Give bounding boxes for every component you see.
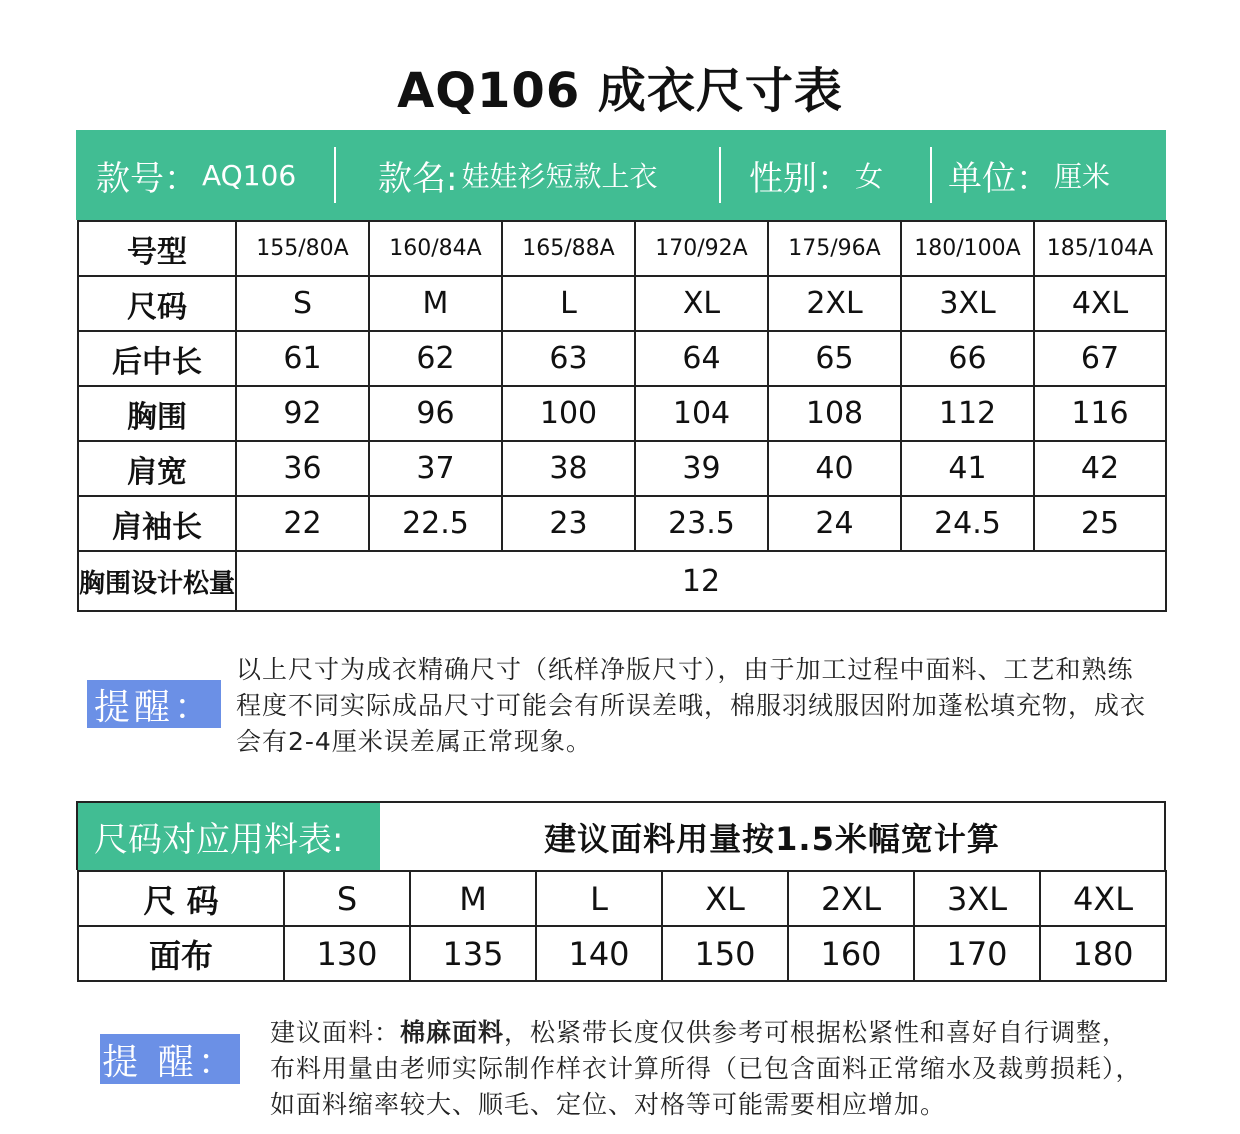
style-name-value: 娃娃衫短款上衣 <box>461 160 658 193</box>
table-cell: M <box>369 276 502 331</box>
style-name-cell <box>336 147 719 203</box>
table-cell: 39 <box>635 441 768 496</box>
table-row <box>78 441 1166 496</box>
style-no-label: 款号： <box>96 158 198 199</box>
spec-cell: 175/96A <box>768 221 901 276</box>
fabric-header <box>76 801 1166 870</box>
table-row <box>78 221 1166 276</box>
reminder-text: 以上尺寸为成衣精确尺寸（纸样净版尺寸），由于加工过程中面料、工艺和熟练程度不同实际成品尺寸可能会有所误差哦，棉服羽绒服因附加蓬松填充物，成衣会有2-4厘米误差属正常现象。 <box>236 655 1147 756</box>
table-cell: 62 <box>369 331 502 386</box>
table-cell: 130 <box>284 926 410 981</box>
table-cell: 66 <box>901 331 1034 386</box>
table-cell: M <box>410 871 536 926</box>
gender-label: 性别： <box>749 158 851 199</box>
table-cell: 160 <box>788 926 914 981</box>
table-cell: 65 <box>768 331 901 386</box>
ease-value-cell: 12 <box>236 551 1166 611</box>
table-cell: 4XL <box>1040 871 1166 926</box>
spec-cell: 185/104A <box>1034 221 1166 276</box>
spec-cell: 155/80A <box>236 221 369 276</box>
table-cell: 24.5 <box>901 496 1034 551</box>
unit-cell <box>932 147 1110 203</box>
table-cell: 63 <box>502 331 635 386</box>
table-cell: 25 <box>1034 496 1166 551</box>
table-cell: 22 <box>236 496 369 551</box>
style-name-label: 款名: <box>378 158 458 199</box>
gender-value: 女 <box>855 160 884 193</box>
table-cell: 116 <box>1034 386 1166 441</box>
row-header: 号型 <box>78 221 236 276</box>
table-cell: 42 <box>1034 441 1166 496</box>
table-row <box>78 386 1166 441</box>
unit-value: 厘米 <box>1054 160 1111 193</box>
table-cell: 3XL <box>914 871 1040 926</box>
table-cell: 170 <box>914 926 1040 981</box>
table-cell: 92 <box>236 386 369 441</box>
reminder-badge: 提 醒： <box>100 1034 240 1084</box>
table-cell: 2XL <box>768 276 901 331</box>
fabric-calc-note: 建议面料用量按1.5米幅宽计算 <box>544 819 1000 858</box>
table-cell: 140 <box>536 926 662 981</box>
reminder-text <box>270 1015 1150 1123</box>
table-cell: L <box>502 276 635 331</box>
reminder-body: ，松紧带长度仅供参考可根据松紧性和喜好自行调整，布料用量由老师实际制作样衣计算所得（已包含面料正常缩水及裁剪损耗），如面料缩率较大、顺毛、定位、对格等可能需要相应增加。 <box>270 1018 1142 1119</box>
row-header: 尺码 <box>78 276 236 331</box>
row-header: 胸围设计松量 <box>78 551 236 611</box>
table-row <box>78 331 1166 386</box>
unit-label: 单位： <box>948 158 1050 199</box>
table-cell: 108 <box>768 386 901 441</box>
table-cell: 40 <box>768 441 901 496</box>
row-header: 面布 <box>78 926 284 981</box>
row-header: 胸围 <box>78 386 236 441</box>
fabric-heading: 尺码对应用料表: <box>78 803 380 870</box>
table-cell: L <box>536 871 662 926</box>
table-cell: 100 <box>502 386 635 441</box>
reminder-prefix: 建议面料： <box>270 1018 401 1047</box>
table-cell: 112 <box>901 386 1034 441</box>
row-header: 尺 码 <box>78 871 284 926</box>
table-row <box>78 551 1166 611</box>
reminder-badge: 提醒： <box>87 680 221 728</box>
table-cell: 64 <box>635 331 768 386</box>
table-cell: S <box>284 871 410 926</box>
row-header: 肩宽 <box>78 441 236 496</box>
table-cell: 41 <box>901 441 1034 496</box>
table-row <box>78 871 1166 926</box>
table-cell: 104 <box>635 386 768 441</box>
row-header: 肩袖长 <box>78 496 236 551</box>
table-cell: 36 <box>236 441 369 496</box>
gender-cell <box>721 147 930 203</box>
spec-cell: 170/92A <box>635 221 768 276</box>
table-cell: 61 <box>236 331 369 386</box>
recommended-fabric: 棉麻面料 <box>400 1018 505 1047</box>
style-no-cell <box>76 147 334 203</box>
table-cell: S <box>236 276 369 331</box>
table-cell: 23 <box>502 496 635 551</box>
table-cell: 180 <box>1040 926 1166 981</box>
table-cell: 3XL <box>901 276 1034 331</box>
table-row <box>78 496 1166 551</box>
table-row <box>78 276 1166 331</box>
table-cell: 96 <box>369 386 502 441</box>
table-cell: 38 <box>502 441 635 496</box>
table-cell: 23.5 <box>635 496 768 551</box>
spec-cell: 180/100A <box>901 221 1034 276</box>
table-cell: 22.5 <box>369 496 502 551</box>
table-cell: 2XL <box>788 871 914 926</box>
table-row <box>78 926 1166 981</box>
table-cell: 150 <box>662 926 788 981</box>
table-cell: XL <box>635 276 768 331</box>
table-cell: 4XL <box>1034 276 1166 331</box>
info-bar <box>76 130 1166 220</box>
table-cell: 37 <box>369 441 502 496</box>
row-header: 后中长 <box>78 331 236 386</box>
page-title: AQ106 成衣尺寸表 <box>397 63 843 119</box>
table-cell: XL <box>662 871 788 926</box>
spec-cell: 165/88A <box>502 221 635 276</box>
fabric-table <box>77 870 1167 982</box>
spec-cell: 160/84A <box>369 221 502 276</box>
table-cell: 67 <box>1034 331 1166 386</box>
size-table <box>77 220 1167 612</box>
table-cell: 24 <box>768 496 901 551</box>
style-no-value: AQ106 <box>202 158 297 192</box>
table-cell: 135 <box>410 926 536 981</box>
